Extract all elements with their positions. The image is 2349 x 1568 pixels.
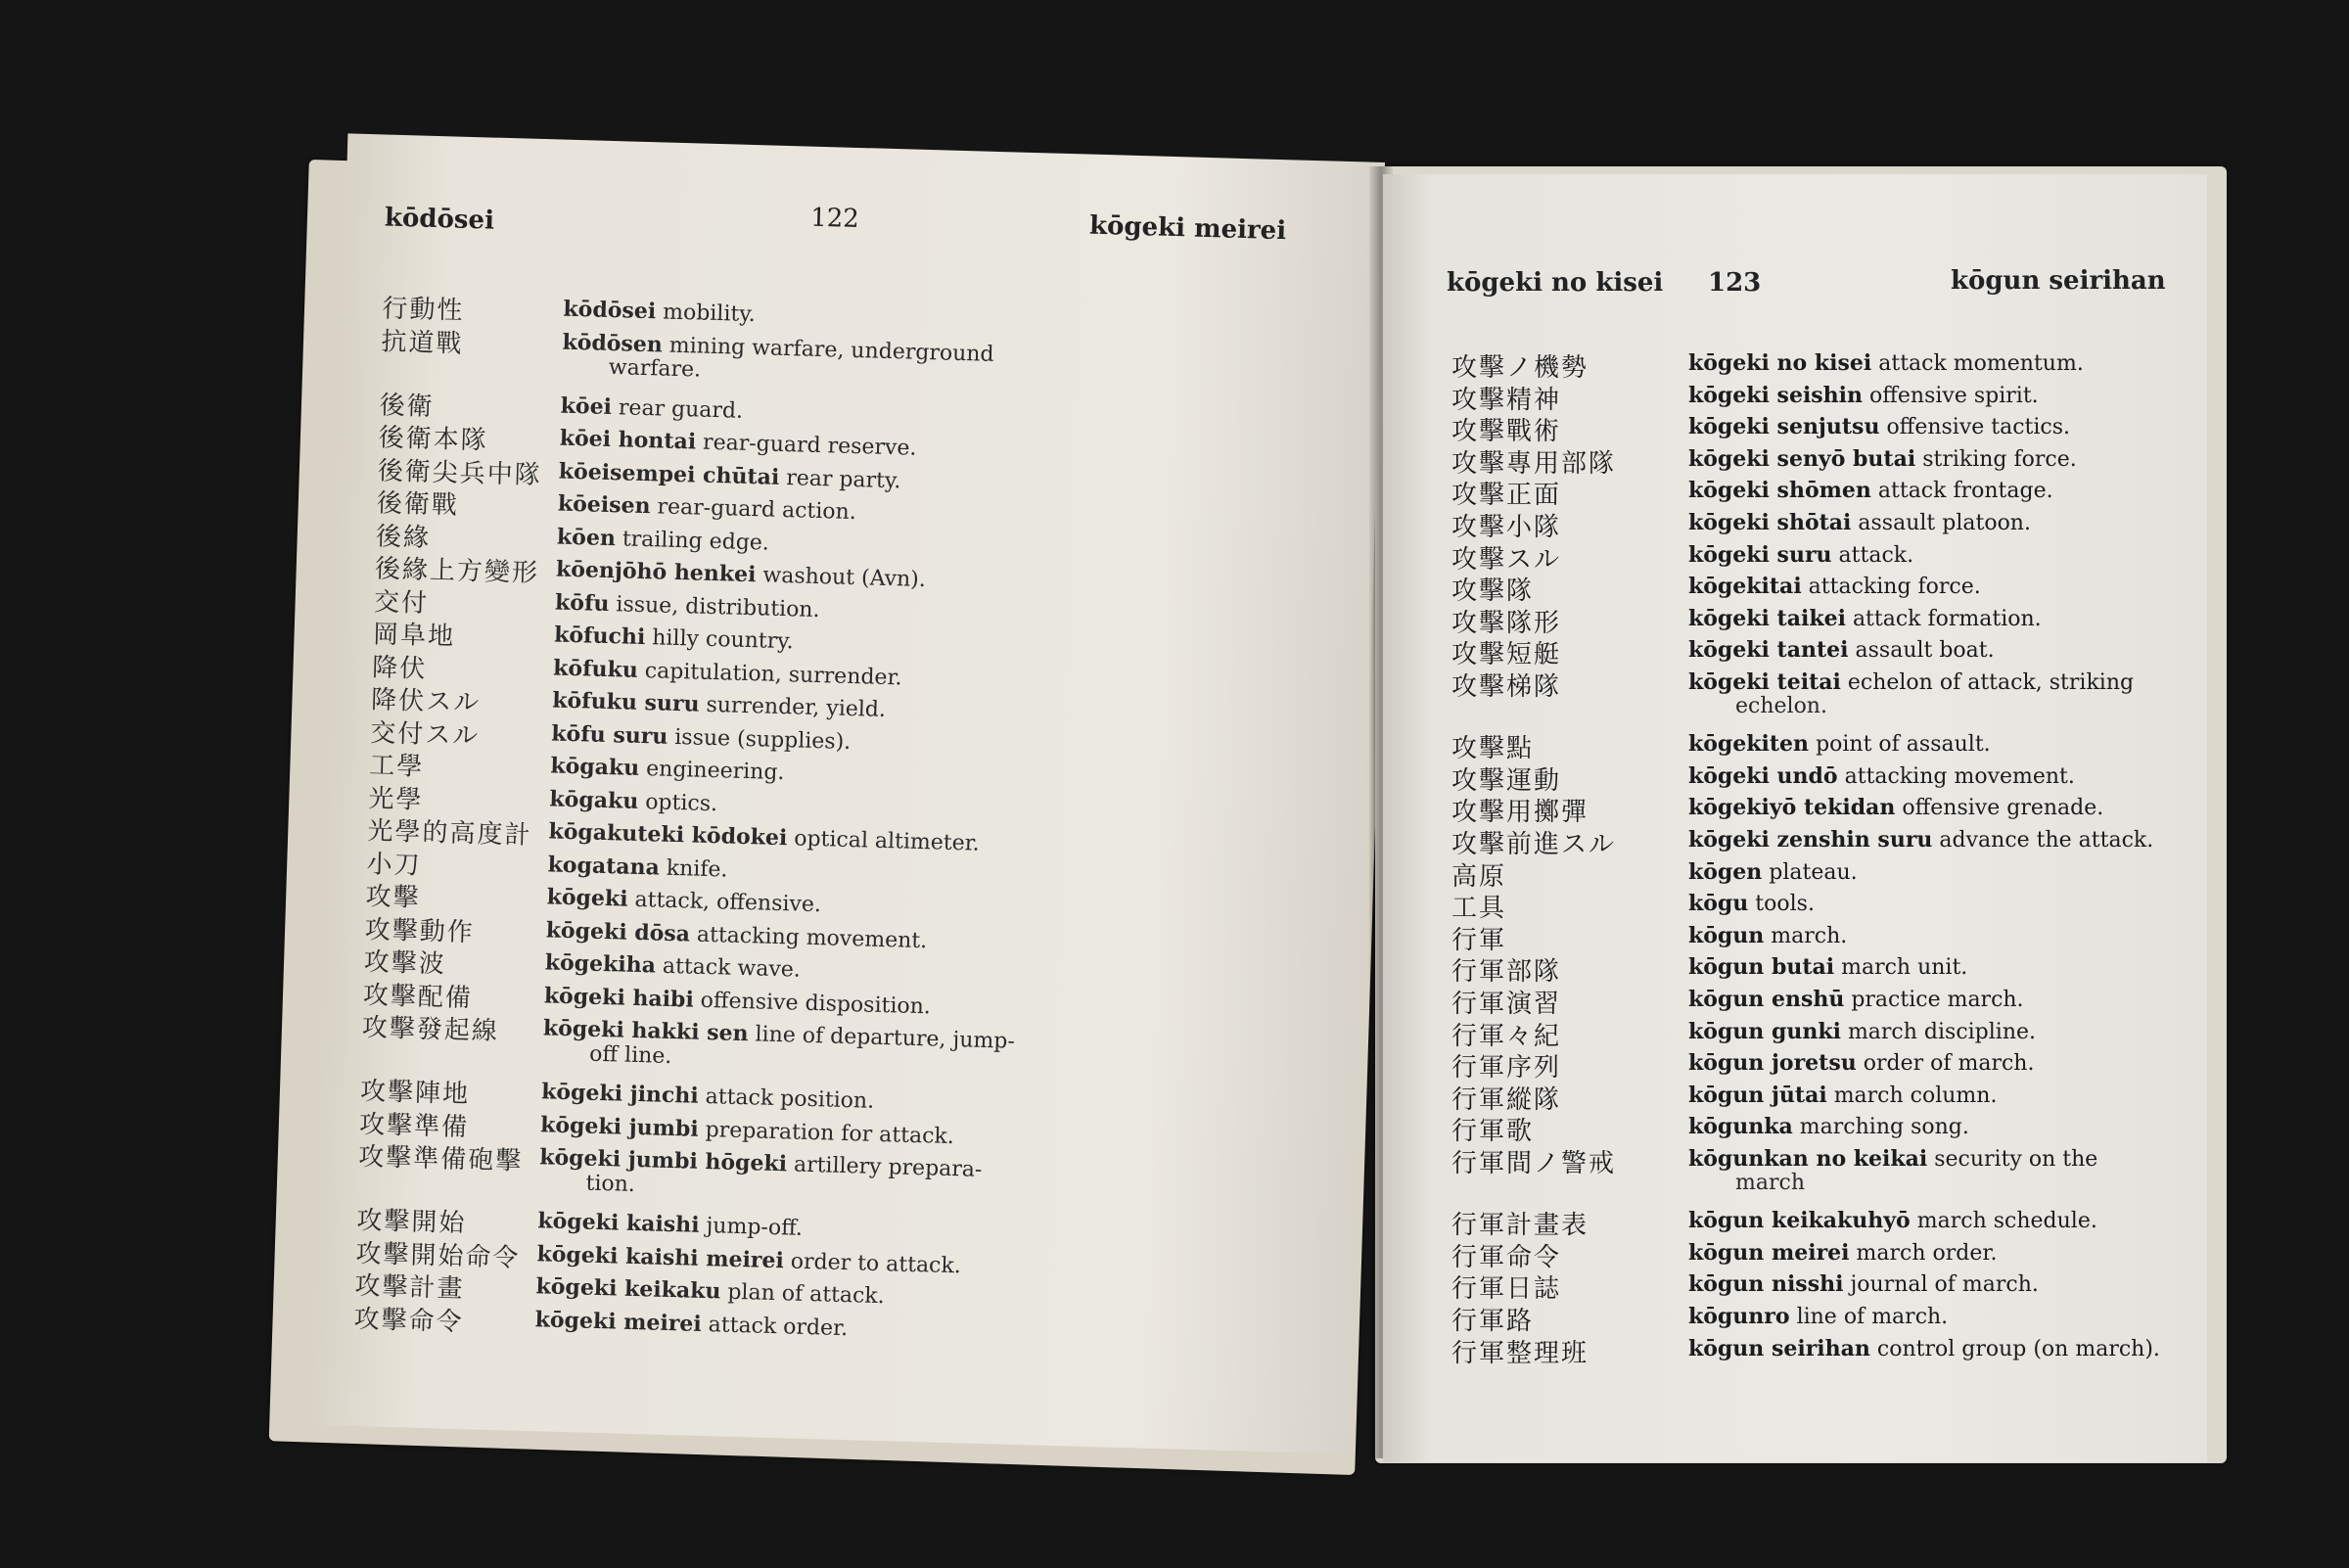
entry-term: kōgeki kaishi meirei [536,1240,785,1273]
entry-kanji: 攻擊用擲彈 [1451,798,1589,828]
entry-kanji: 攻擊動作 [364,914,476,947]
entry-term: kōenjōhō henkei [555,556,757,588]
entry-kanji: 後緣 [375,521,432,553]
entry-kanji: 小刀 [366,849,422,881]
entry-kanji: 降伏スル [370,685,482,718]
entry-kanji: 交付 [373,586,430,619]
entry-meaning: attack momentum. [1878,351,2084,376]
entry-term: kōfuchi [553,622,646,651]
entry-term: kōgen [1688,858,1763,885]
entry-term: kōgun keikakuhyō [1688,1208,1911,1234]
entry-meaning: attack wave. [662,953,802,983]
entry-term: kōfu suru [551,719,668,750]
entry-kanji: 攻擊命令 [353,1304,464,1337]
entry-meaning: marching song. [1799,1115,1969,1140]
entry-term: kōgeki shōmen [1688,478,1871,504]
entry-meaning: knife. [666,855,728,883]
entry-kanji: 後緣上方變形 [374,554,540,589]
entry-meaning: offensive spirit. [1869,383,2039,408]
entry-definition [1688,478,2053,503]
entry-kanji: 攻擊精神 [1451,385,1562,415]
entry-meaning: rear-guard action. [657,494,857,526]
entry-space [1857,1051,1864,1076]
entry-term: kōgun gunki [1688,1018,1841,1044]
entry-term: kōgaku [550,753,640,781]
entry-kanji: 行軍日誌 [1451,1274,1562,1305]
entry-term: kōgeki jinchi [540,1079,700,1109]
entry-space [1863,384,1869,408]
entry-space [1849,638,1856,663]
entry-definition [559,426,916,461]
entry-meaning: march order. [1856,1240,1998,1266]
entry-definition [549,786,717,816]
entry-term: kōgekiha [544,949,657,979]
entry-definition [1688,383,2039,408]
entry-space [1871,479,1878,503]
entry-term: kōgun jūtai [1688,1082,1827,1108]
entry-definition [1688,1304,1948,1329]
entry-kanji: 攻擊波 [363,947,447,980]
entry-definition [1688,1208,2097,1233]
entry-definition [548,818,980,855]
entry-definition [534,1307,848,1341]
entry-term: kōgeki no kisei [1688,350,1872,376]
entry-kanji: 行軍間ノ警戒 [1451,1149,1617,1178]
entry-term: kōgeki taikei [1688,605,1846,631]
entry-term: kōgeki hakki sen [542,1015,749,1047]
entry-kanji: 攻擊スル [1451,544,1562,575]
entry-meaning: assault boat. [1855,638,1995,664]
right-header-term-end: kōgun seirihan [1951,266,2166,296]
entry-meaning: mining warfare, underground [668,333,994,367]
entry-kanji: 攻擊梯隊 [1451,672,1562,702]
entry-continuation: warfare. [608,354,702,383]
entry-definition [1688,542,1913,568]
entry-meaning: attack frontage. [1877,479,2053,504]
entry-term: kōeisen [557,490,651,520]
entry-meaning: echelon of attack, striking [1847,670,2135,695]
open-book [289,147,2166,1478]
entry-term: kōgeki meirei [534,1306,703,1337]
entry-meaning: attack, offensive. [634,887,822,918]
entry-definition [1688,731,1991,757]
entry-meaning: advance the attack. [1939,828,2154,853]
entry-meaning: line of departure, jump- [755,1022,1016,1054]
entry-definition [1688,1019,2036,1044]
entry-definition [547,852,728,882]
entry-meaning: offensive disposition. [700,988,932,1019]
entry-kanji: 攻擊陣地 [359,1077,471,1110]
entry-meaning: plateau. [1769,859,1858,885]
entry-meaning: capitulation, surrender. [644,658,902,690]
entry-definition [1688,669,2134,695]
entry-kanji: 行軍命令 [1451,1242,1562,1272]
entry-definition [559,458,901,493]
entry-kanji: 攻擊發起線 [361,1013,500,1047]
entry-kanji: 攻擊準備砲擊 [357,1142,524,1176]
entry-kanji: 攻擊短艇 [1451,640,1562,670]
entry-definition [1688,1146,2097,1172]
entry-meaning: rear party. [785,465,901,493]
entry-meaning: mobility. [662,300,757,328]
entry-definition [1688,350,2084,376]
entry-term: kōen [556,524,617,551]
entry-kanji: 攻擊正面 [1451,481,1562,511]
entry-definition [552,687,886,722]
entry-definition [541,1079,875,1113]
entry-definition [536,1241,961,1278]
entry-kanji: 行軍々紀 [1451,1021,1562,1051]
entry-kanji: 攻擊準備 [358,1109,470,1142]
entry-meaning: tools. [1755,892,1815,917]
entry-term: kōgunka [1688,1114,1793,1140]
entry-kanji: 後衛 [379,390,436,422]
entry-kanji: 攻擊 [365,882,422,913]
entry-term: kōgeki haibi [543,982,695,1013]
entry-definition [554,622,794,654]
entry-meaning: engineering. [645,757,785,786]
entry-term: kōgekiten [1688,731,1810,758]
entry-definition [1688,1271,2039,1297]
entry-meaning: order to attack. [790,1248,962,1278]
entry-meaning: surrender, yield. [706,692,887,722]
entry-kanji: 行動性 [382,294,465,326]
entry-definition [1688,574,1981,599]
entry-kanji: 行軍縱隊 [1451,1084,1562,1115]
entry-term: kōfuku [552,654,639,683]
entry-kanji: 抗道戰 [381,326,464,359]
entry-space [1841,1020,1848,1044]
entry-definition [544,949,801,982]
entry-meaning: journal of march. [1850,1272,2039,1298]
entry-definition [546,884,821,917]
entry-space [1838,764,1845,789]
entry-term: kōgekitai [1688,574,1802,600]
entry-term: kōgunro [1688,1304,1790,1329]
entry-meaning: control group (on march). [1876,1336,2160,1361]
entry-definition [1688,859,1858,885]
entry-definition [1688,987,2024,1012]
entry-meaning: rear guard. [618,394,744,424]
entry-definition [1688,923,1847,948]
entry-term: kōgeki teitai [1688,669,1841,695]
entry-meaning: attacking movement. [1844,763,2075,789]
entry-kanji: 行軍序列 [1451,1053,1562,1084]
entry-term: kōgeki undō [1688,762,1838,789]
entry-term: kōgekiyō tekidan [1688,795,1896,821]
entry-definition [550,753,785,785]
entry-kanji: 攻擊專用部隊 [1451,448,1617,479]
entry-definition [1688,954,1967,980]
entry-space [1793,1115,1800,1139]
entry-definition [1688,891,1815,916]
entry-definition [1688,1336,2160,1361]
entry-kanji: 行軍 [1451,925,1507,955]
entry-kanji: 後衛本隊 [378,423,489,456]
entry-kanji: 後衛戰 [376,488,460,521]
right-page [1383,174,2207,1462]
entry-meaning: march schedule. [1916,1209,2097,1234]
entry-meaning: practice march. [1851,988,2024,1012]
entry-meaning: attack. [1838,542,1914,568]
entry-term: kōdōsen [562,329,664,357]
entry-term: kōgunkan no keikai [1688,1146,1928,1172]
entry-definition [545,917,927,953]
entry-term: kōei [560,392,613,420]
entry-kanji: 攻擊ノ機勢 [1451,353,1589,383]
entry-definition [540,1112,954,1149]
entry-definition [558,491,857,526]
entry-meaning: jump-off. [706,1214,804,1241]
entry-kanji: 攻擊開始命令 [355,1238,521,1273]
entry-term: kōfu [554,589,610,617]
entry-definition [1688,1083,1997,1108]
entry-kanji: 攻擊點 [1451,734,1535,764]
entry-meaning: attack position. [705,1084,875,1114]
entry-definition [1688,1050,2034,1076]
entry-term: kōgeki dōsa [545,916,691,946]
entry-meaning: attack formation. [1852,606,2042,631]
entry-definition [1688,606,2042,631]
entry-definition [556,557,926,593]
entry-term: kōgeki [546,884,628,912]
entry-meaning: line of march. [1796,1305,1949,1329]
entry-meaning: optics. [644,789,718,816]
entry-meaning: security on the [1934,1147,2098,1172]
entry-term: kōgeki shōtai [1688,510,1852,535]
entry-meaning: assault platoon. [1858,511,2031,535]
entry-term: kōgun joretsu [1688,1050,1857,1077]
entry-definition [557,524,770,555]
entry-definition [1688,827,2153,853]
entry-meaning: offensive tactics. [1886,415,2071,440]
entry-definition [551,720,852,755]
entry-kanji: 攻擊隊 [1451,576,1535,607]
entry-term: kōgeki seishin [1688,382,1864,408]
entry-term: kōgun meirei [1688,1239,1850,1266]
entry-definition [555,589,820,623]
entry-kanji: 交付スル [369,717,481,751]
entry-meaning: order of march. [1863,1051,2035,1077]
left-page-number: 122 [809,203,860,235]
entry-space [1911,1209,1917,1233]
left-header-term-end: kōgeki meirei [1088,210,1287,247]
entry-kanji: 行軍路 [1451,1307,1535,1336]
entry-definition [1688,637,1995,663]
entry-kanji: 攻擊前進スル [1451,830,1617,859]
entry-definition [1688,414,2070,439]
right-page-number: 123 [1708,268,1762,298]
entry-meaning: march. [1771,923,1848,948]
entry-meaning: issue, distribution. [616,591,820,623]
entry-definition [537,1208,803,1241]
entry-meaning: artillery prepara- [793,1152,983,1182]
entry-definition [1688,510,2031,535]
entry-kanji: 行軍計畫表 [1451,1211,1589,1241]
entry-meaning: trailing edge. [622,526,770,556]
entry-definition [1688,795,2103,820]
entry-term: kōgeki suru [1688,541,1832,568]
left-page [312,133,1385,1453]
entry-kanji: 行軍歌 [1451,1117,1535,1147]
entry-term: kōfuku suru [551,687,700,717]
entry-space [1790,1305,1797,1329]
entry-definition [553,655,902,690]
entry-meaning: attacking force. [1808,575,1981,600]
entry-term: kōgun [1688,922,1765,948]
entry-definition [1688,1240,1997,1266]
entry-meaning: optical altimeter. [793,826,981,856]
entry-term: kōgakuteki kōdokei [548,818,788,852]
entry-term: kōdōsei [563,296,657,325]
entry-kanji: 行軍部隊 [1451,957,1562,988]
entry-definition [563,297,756,327]
entry-meaning: rear-guard reserve. [702,430,917,461]
entry-space [1832,543,1839,568]
entry-kanji: 攻擊戰術 [1451,417,1562,447]
entry-meaning: attacking movement. [696,922,928,953]
entry-term: kōei hontai [559,425,697,455]
entry-kanji: 工具 [1451,894,1507,924]
entry-kanji: 行軍演習 [1451,990,1562,1019]
entry-continuation: tion. [585,1171,636,1197]
entry-kanji: 降伏 [371,652,428,684]
entry-term: kōeisempei chūtai [558,458,780,490]
entry-continuation: echelon. [1735,693,1827,718]
entry-definition [1688,1114,1969,1139]
entry-term: kōgeki jumbi [539,1111,700,1142]
entry-kanji: 光學的高度計 [367,816,532,851]
entry-space [1809,732,1816,757]
entry-meaning: preparation for attack. [705,1117,955,1149]
entry-term: kōgaku [549,785,639,814]
entry-kanji: 攻擊計畫 [354,1271,465,1305]
entry-kanji: 光學 [368,783,424,815]
entry-meaning: hilly country. [651,625,795,655]
entry-term: kōgeki senjutsu [1688,414,1880,440]
entry-term: kōgun seirihan [1688,1335,1870,1361]
entry-kanji: 攻擊小隊 [1451,513,1562,542]
entry-meaning: washout (Avn). [762,563,927,593]
entry-space [1850,1241,1857,1266]
entry-kanji: 岡阜地 [372,620,456,652]
entry-meaning: striking force. [1922,446,2077,472]
entry-kanji: 攻擊配備 [362,980,474,1013]
entry-term: kōgeki kaishi [537,1208,700,1238]
entry-space [1827,1084,1834,1108]
entry-definition [535,1273,885,1309]
entry-meaning: issue (supplies). [673,724,852,755]
entry-meaning: offensive grenade. [1902,796,2104,821]
entry-definition [1688,763,2075,789]
entry-kanji: 後衛尖兵中隊 [377,455,543,490]
entry-term: kogatana [547,851,661,881]
entry-definition [544,983,932,1019]
entry-term: kōgu [1688,891,1749,917]
entry-term: kōgeki keikaku [535,1273,721,1305]
entry-term: kōgeki jumbi hōgeki [538,1144,788,1177]
right-header-term: kōgeki no kisei [1447,268,1664,298]
entry-term: kōgun butai [1688,954,1835,981]
entry-meaning: march column. [1833,1083,1998,1108]
entry-term: kōgun nisshi [1688,1271,1844,1298]
entry-continuation: march [1735,1170,1805,1195]
entry-kanji: 行軍整理班 [1451,1338,1589,1368]
entry-kanji: 攻擊隊形 [1451,608,1562,638]
entry-space [1846,607,1853,631]
entry-meaning: march discipline. [1847,1019,2037,1044]
entry-term: kōgeki senyō butai [1688,445,1916,472]
entry-term: kōgun enshū [1688,987,1845,1012]
entry-kanji: 攻擊運動 [1451,765,1562,796]
entry-space [1870,1337,1877,1361]
entry-term: kōgeki tantei [1688,637,1849,664]
entry-meaning: plan of attack. [727,1279,886,1310]
entry-kanji: 攻擊開始 [355,1206,467,1239]
entry-space [1802,575,1809,599]
entry-kanji: 工學 [368,751,425,782]
entry-kanji: 高原 [1451,861,1507,892]
entry-meaning: march unit. [1841,955,1968,981]
entry-term: kōgeki zenshin suru [1688,827,1933,853]
entry-meaning: attack order. [708,1312,849,1341]
left-header-term: kōdōsei [384,203,495,236]
entry-definition [1688,446,2077,472]
entry-meaning: point of assault. [1816,732,1991,758]
entry-definition [560,392,743,423]
entry-space [1841,670,1848,695]
entry-continuation: off line. [588,1041,672,1069]
